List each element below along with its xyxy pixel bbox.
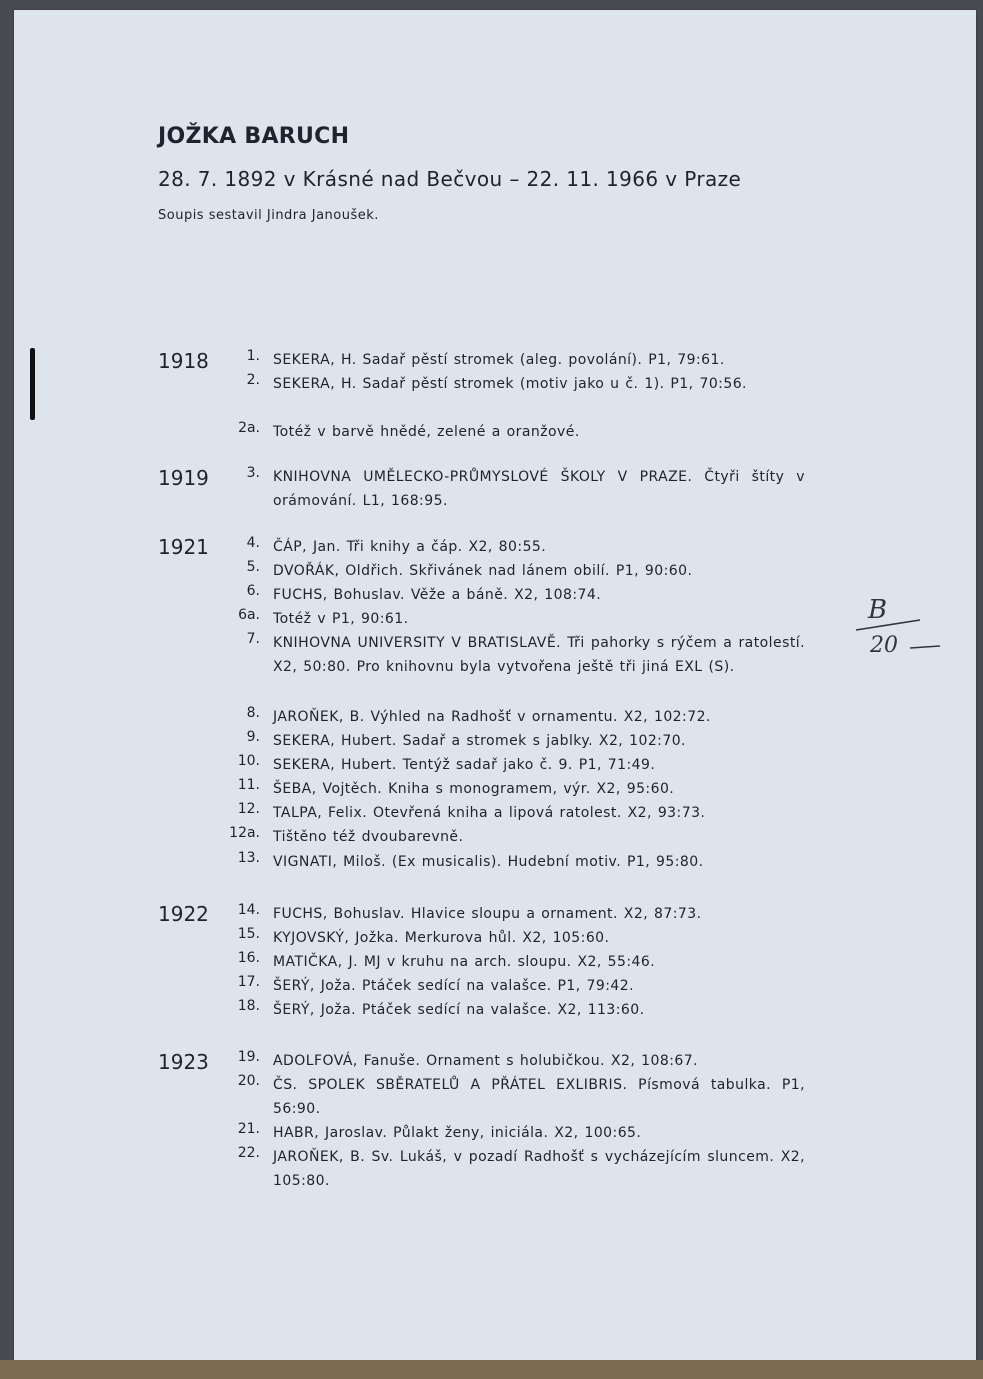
entry-text: SEKERA, Hubert. Sadař a stromek s jablky. X2, 102:70. bbox=[273, 733, 686, 749]
entry-text: ŠERÝ, Joža. Ptáček sedící na valašce. X2, 113:60. bbox=[273, 1002, 645, 1018]
entry-text: DVOŘÁK, Oldřich. Skřivánek nad lánem obilí. P1, 90:60. bbox=[273, 563, 693, 579]
entry-number: 6. bbox=[246, 583, 260, 599]
entry-number: 14. bbox=[237, 902, 260, 918]
entry-text: SEKERA, H. Sadař pěstí stromek (aleg. povolání). P1, 79:61. bbox=[273, 352, 725, 368]
entry-text: SEKERA, H. Sadař pěstí stromek (motiv jako u č. 1). P1, 70:56. bbox=[273, 376, 747, 392]
entry-text: ADOLFOVÁ, Fanuše. Ornament s holubičkou. X2, 108:67. bbox=[273, 1053, 698, 1069]
binding-mark bbox=[30, 348, 35, 420]
entry-text: JAROŇEK, B. Sv. Lukáš, v pozadí Radhošť s vycházejícím sluncem. X2, 105:80. bbox=[273, 1149, 805, 1189]
entry-number: 5. bbox=[246, 559, 260, 575]
entry-text: Tištěno též dvoubarevně. bbox=[273, 829, 464, 845]
entry-number: 9. bbox=[246, 729, 260, 745]
entry-number: 19. bbox=[237, 1049, 260, 1065]
handwritten-mark-top: B bbox=[868, 595, 888, 625]
entry-number: 16. bbox=[237, 950, 260, 966]
entry-number: 7. bbox=[246, 631, 260, 647]
entry-text: KNIHOVNA UNIVERSITY V BRATISLAVĚ. Tři pahorky s rýčem a ratolestí. X2, 50:80. Pro knihovnu byla vytvořena ještě tři jiná EXL (S). bbox=[273, 635, 805, 675]
entry-number: 11. bbox=[237, 777, 260, 793]
entry-number: 15. bbox=[237, 926, 260, 942]
entry-text: SEKERA, Hubert. Tentýž sadař jako č. 9. P1, 71:49. bbox=[273, 757, 656, 773]
entry-number: 4. bbox=[246, 535, 260, 551]
entry-text: ŠERÝ, Joža. Ptáček sedící na valašce. P1, 79:42. bbox=[273, 978, 635, 994]
entry-text: Totéž v P1, 90:61. bbox=[273, 611, 409, 627]
entry-number: 18. bbox=[237, 998, 260, 1014]
entry-number: 8. bbox=[246, 705, 260, 721]
entry-number: 2a. bbox=[238, 420, 260, 436]
entry-text: KYJOVSKÝ, Jožka. Merkurova hůl. X2, 105:60. bbox=[273, 930, 610, 946]
entry-number: 20. bbox=[237, 1073, 260, 1089]
year-label: 1919 bbox=[158, 466, 209, 490]
year-label: 1922 bbox=[158, 902, 209, 926]
entry-text: Totéž v barvě hnědé, zelené a oranžové. bbox=[273, 424, 580, 440]
entry-text: MATIČKA, J. MJ v kruhu na arch. sloupu. X2, 55:46. bbox=[273, 954, 656, 970]
entry-text: KNIHOVNA UMĚLECKO-PRŮMYSLOVÉ ŠKOLY V PRAZE. Čtyři štíty v orámování. L1, 168:95. bbox=[273, 469, 805, 509]
entry-text: TALPA, Felix. Otevřená kniha a lipová ratolest. X2, 93:73. bbox=[273, 805, 706, 821]
year-label: 1918 bbox=[158, 349, 209, 373]
entry-number: 17. bbox=[237, 974, 260, 990]
entry-number: 6a. bbox=[238, 607, 260, 623]
document-page bbox=[14, 10, 976, 1360]
life-dates: 28. 7. 1892 v Krásné nad Bečvou – 22. 11. 1966 v Praze bbox=[158, 167, 742, 191]
entry-text: FUCHS, Bohuslav. Hlavice sloupu a ornament. X2, 87:73. bbox=[273, 906, 702, 922]
page-title: JOŽKA BARUCH bbox=[158, 124, 350, 149]
entry-number: 3. bbox=[246, 465, 260, 481]
entry-number: 13. bbox=[237, 850, 260, 866]
entry-text: JAROŇEK, B. Výhled na Radhošť v ornamentu. X2, 102:72. bbox=[273, 709, 711, 725]
entry-number: 22. bbox=[237, 1145, 260, 1161]
handwritten-mark bbox=[850, 590, 960, 670]
entry-number: 10. bbox=[237, 753, 260, 769]
entry-number: 12a. bbox=[229, 825, 260, 841]
entry-number: 12. bbox=[237, 801, 260, 817]
entry-text: ČÁP, Jan. Tři knihy a čáp. X2, 80:55. bbox=[273, 539, 547, 555]
handwritten-mark-bottom: 20 bbox=[870, 633, 898, 658]
entry-text: VIGNATI, Miloš. (Ex musicalis). Hudební motiv. P1, 95:80. bbox=[273, 854, 704, 870]
entry-text: HABR, Jaroslav. Půlakt ženy, iniciála. X2, 100:65. bbox=[273, 1125, 642, 1141]
entry-number: 1. bbox=[246, 348, 260, 364]
entry-number: 21. bbox=[237, 1121, 260, 1137]
background-surface bbox=[0, 1360, 983, 1379]
entry-text: ŠEBA, Vojtěch. Kniha s monogramem, výr. X2, 95:60. bbox=[273, 781, 675, 797]
entry-text: ČS. SPOLEK SBĚRATELŮ A PŘÁTEL EXLIBRIS. Písmová tabulka. P1, 56:90. bbox=[273, 1077, 805, 1117]
entry-number: 2. bbox=[246, 372, 260, 388]
entry-text: FUCHS, Bohuslav. Věže a báně. X2, 108:74. bbox=[273, 587, 602, 603]
year-label: 1923 bbox=[158, 1050, 209, 1074]
year-label: 1921 bbox=[158, 535, 209, 559]
compiler-note: Soupis sestavil Jindra Janoušek. bbox=[158, 208, 379, 223]
